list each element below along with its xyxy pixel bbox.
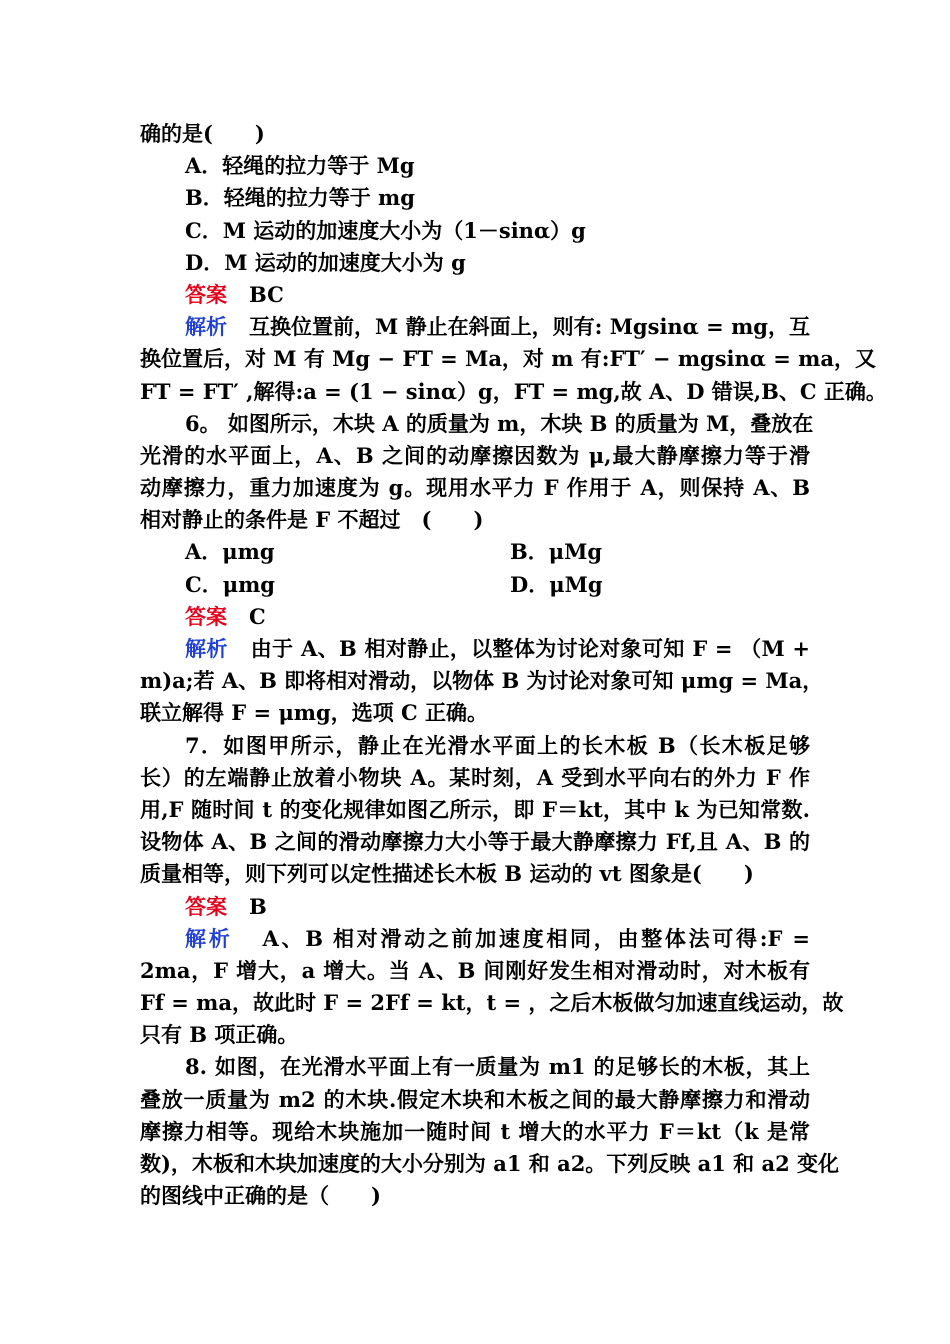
- q6-stem-line-2: 光滑的水平面上，A、B 之间的动摩擦因数为 μ,最大静摩擦力等于滑: [140, 442, 810, 468]
- q7-stem-line-1: 7．如图甲所示，静止在光滑水平面上的长木板 B（长木板足够: [185, 732, 810, 758]
- q8-stem-line-2: 叠放一质量为 m2 的木块.假定木块和木板之间的最大静摩擦力和滑动: [140, 1086, 810, 1112]
- document-page: [140, 118, 887, 1212]
- answer-label: 答案: [185, 893, 227, 919]
- q5-analysis-line-2: 换位置后，对 M 有 Mg − FT = Ma，对 m 有:FT′ − mgsinα = ma，又: [140, 346, 876, 372]
- q7-analysis-line-4: 只有 B 项正确。: [140, 1022, 299, 1048]
- q5-option-a: A．轻绳的拉力等于 Mg: [185, 153, 415, 179]
- analysis-label: 解析: [185, 925, 233, 951]
- q8-stem-line-3: 摩擦力相等。现给木块施加一随时间 t 增大的水平力 F＝kt（k 是常: [140, 1118, 810, 1144]
- q7-answer: [140, 891, 810, 923]
- q7-analysis-line-1: [140, 923, 810, 955]
- analysis-label: 解析: [185, 636, 228, 661]
- q5-answer: [140, 279, 810, 311]
- q7-analysis-line-3: Ff = ma，故此时 F = 2Ff = kt，t = ，之后木板做匀加速直线运动，故: [140, 990, 844, 1016]
- q6-stem-line-1: 6。 如图所示，木块 A 的质量为 m，木块 B 的质量为 M，叠放在: [185, 410, 814, 436]
- q7-stem-line-3: 用,F 随时间 t 的变化规律如图乙所示，即 F＝kt，其中 k 为已知常数.: [140, 796, 810, 822]
- q5-option-c: C．M 运动的加速度大小为（1－sinα）g: [185, 217, 586, 243]
- q5-stem-tail: 确的是( ): [140, 121, 265, 146]
- answer-value: BC: [248, 281, 284, 307]
- q7-stem-line-2: 长）的左端静止放着小物块 A。某时刻，A 受到水平向右的外力 F 作: [140, 764, 810, 790]
- q7-stem-line-5: 质量相等，则下列可以定性描述长木板 B 运动的 vt 图象是( ): [140, 861, 754, 887]
- q6-stem-line-4: 相对静止的条件是 F 不超过 ( ): [140, 507, 484, 533]
- answer-value: B: [248, 893, 267, 919]
- analysis-text: A、B 相对滑动之前加速度相同，由整体法可得:F =: [262, 925, 811, 951]
- analysis-text: 互换位置前，M 静止在斜面上，则有: Mgsinα = mg，互: [248, 314, 810, 340]
- q6-options-row-2: [140, 569, 810, 601]
- q6-analysis-line-3: 联立解得 F = μmg，选项 C 正确。: [140, 700, 489, 726]
- q7-analysis-line-2: 2ma，F 增大，a 增大。当 A、B 间刚好发生相对滑动时，对木板有: [140, 957, 810, 983]
- q5-option-d: D．M 运动的加速度大小为 g: [185, 249, 466, 275]
- q6-analysis-line-2: m)a;若 A、B 即将相对滑动，以物体 B 为讨论对象可知 μmg = Ma，: [140, 668, 824, 694]
- q5-option-b: B．轻绳的拉力等于 mg: [185, 185, 415, 211]
- q6-answer: [140, 601, 810, 633]
- q6-option-d: D．μMg: [510, 571, 603, 597]
- analysis-label: 解析: [185, 314, 228, 340]
- answer-label: 答案: [185, 281, 227, 307]
- q6-analysis-line-1: [140, 633, 810, 665]
- q5-analysis-line-1: [140, 311, 810, 343]
- analysis-text: 由于 A、B 相对静止，以整体为讨论对象可知 F = （M +: [250, 636, 810, 661]
- q6-stem-line-3: 动摩擦力，重力加速度为 g。现用水平力 F 作用于 A，则保持 A、B: [140, 475, 810, 501]
- q5-analysis-line-3: FT = FT′ ,解得:a = (1 − sinα）g，FT = mg,故 A、D 错误,B、C 正确。: [140, 378, 887, 404]
- answer-label: 答案: [185, 603, 227, 629]
- q6-option-c: C．μmg: [185, 571, 275, 597]
- answer-value: C: [248, 603, 266, 629]
- q7-stem-line-4: 设物体 A、B 之间的滑动摩擦力大小等于最大静摩擦力 Ff,且 A、B 的: [140, 829, 810, 855]
- q6-options-row-1: [140, 536, 810, 568]
- q6-option-b: B．μMg: [510, 539, 603, 565]
- q8-stem-line-1: 8. 如图，在光滑水平面上有一质量为 m1 的足够长的木板，其上: [185, 1054, 810, 1080]
- q8-stem-line-5: 的图线中正确的是（ ): [140, 1183, 381, 1209]
- q8-stem-line-4: 数)，木板和木块加速度的大小分别为 a1 和 a2。下列反映 a1 和 a2 变化: [140, 1151, 839, 1176]
- q6-option-a: A．μmg: [185, 539, 275, 565]
